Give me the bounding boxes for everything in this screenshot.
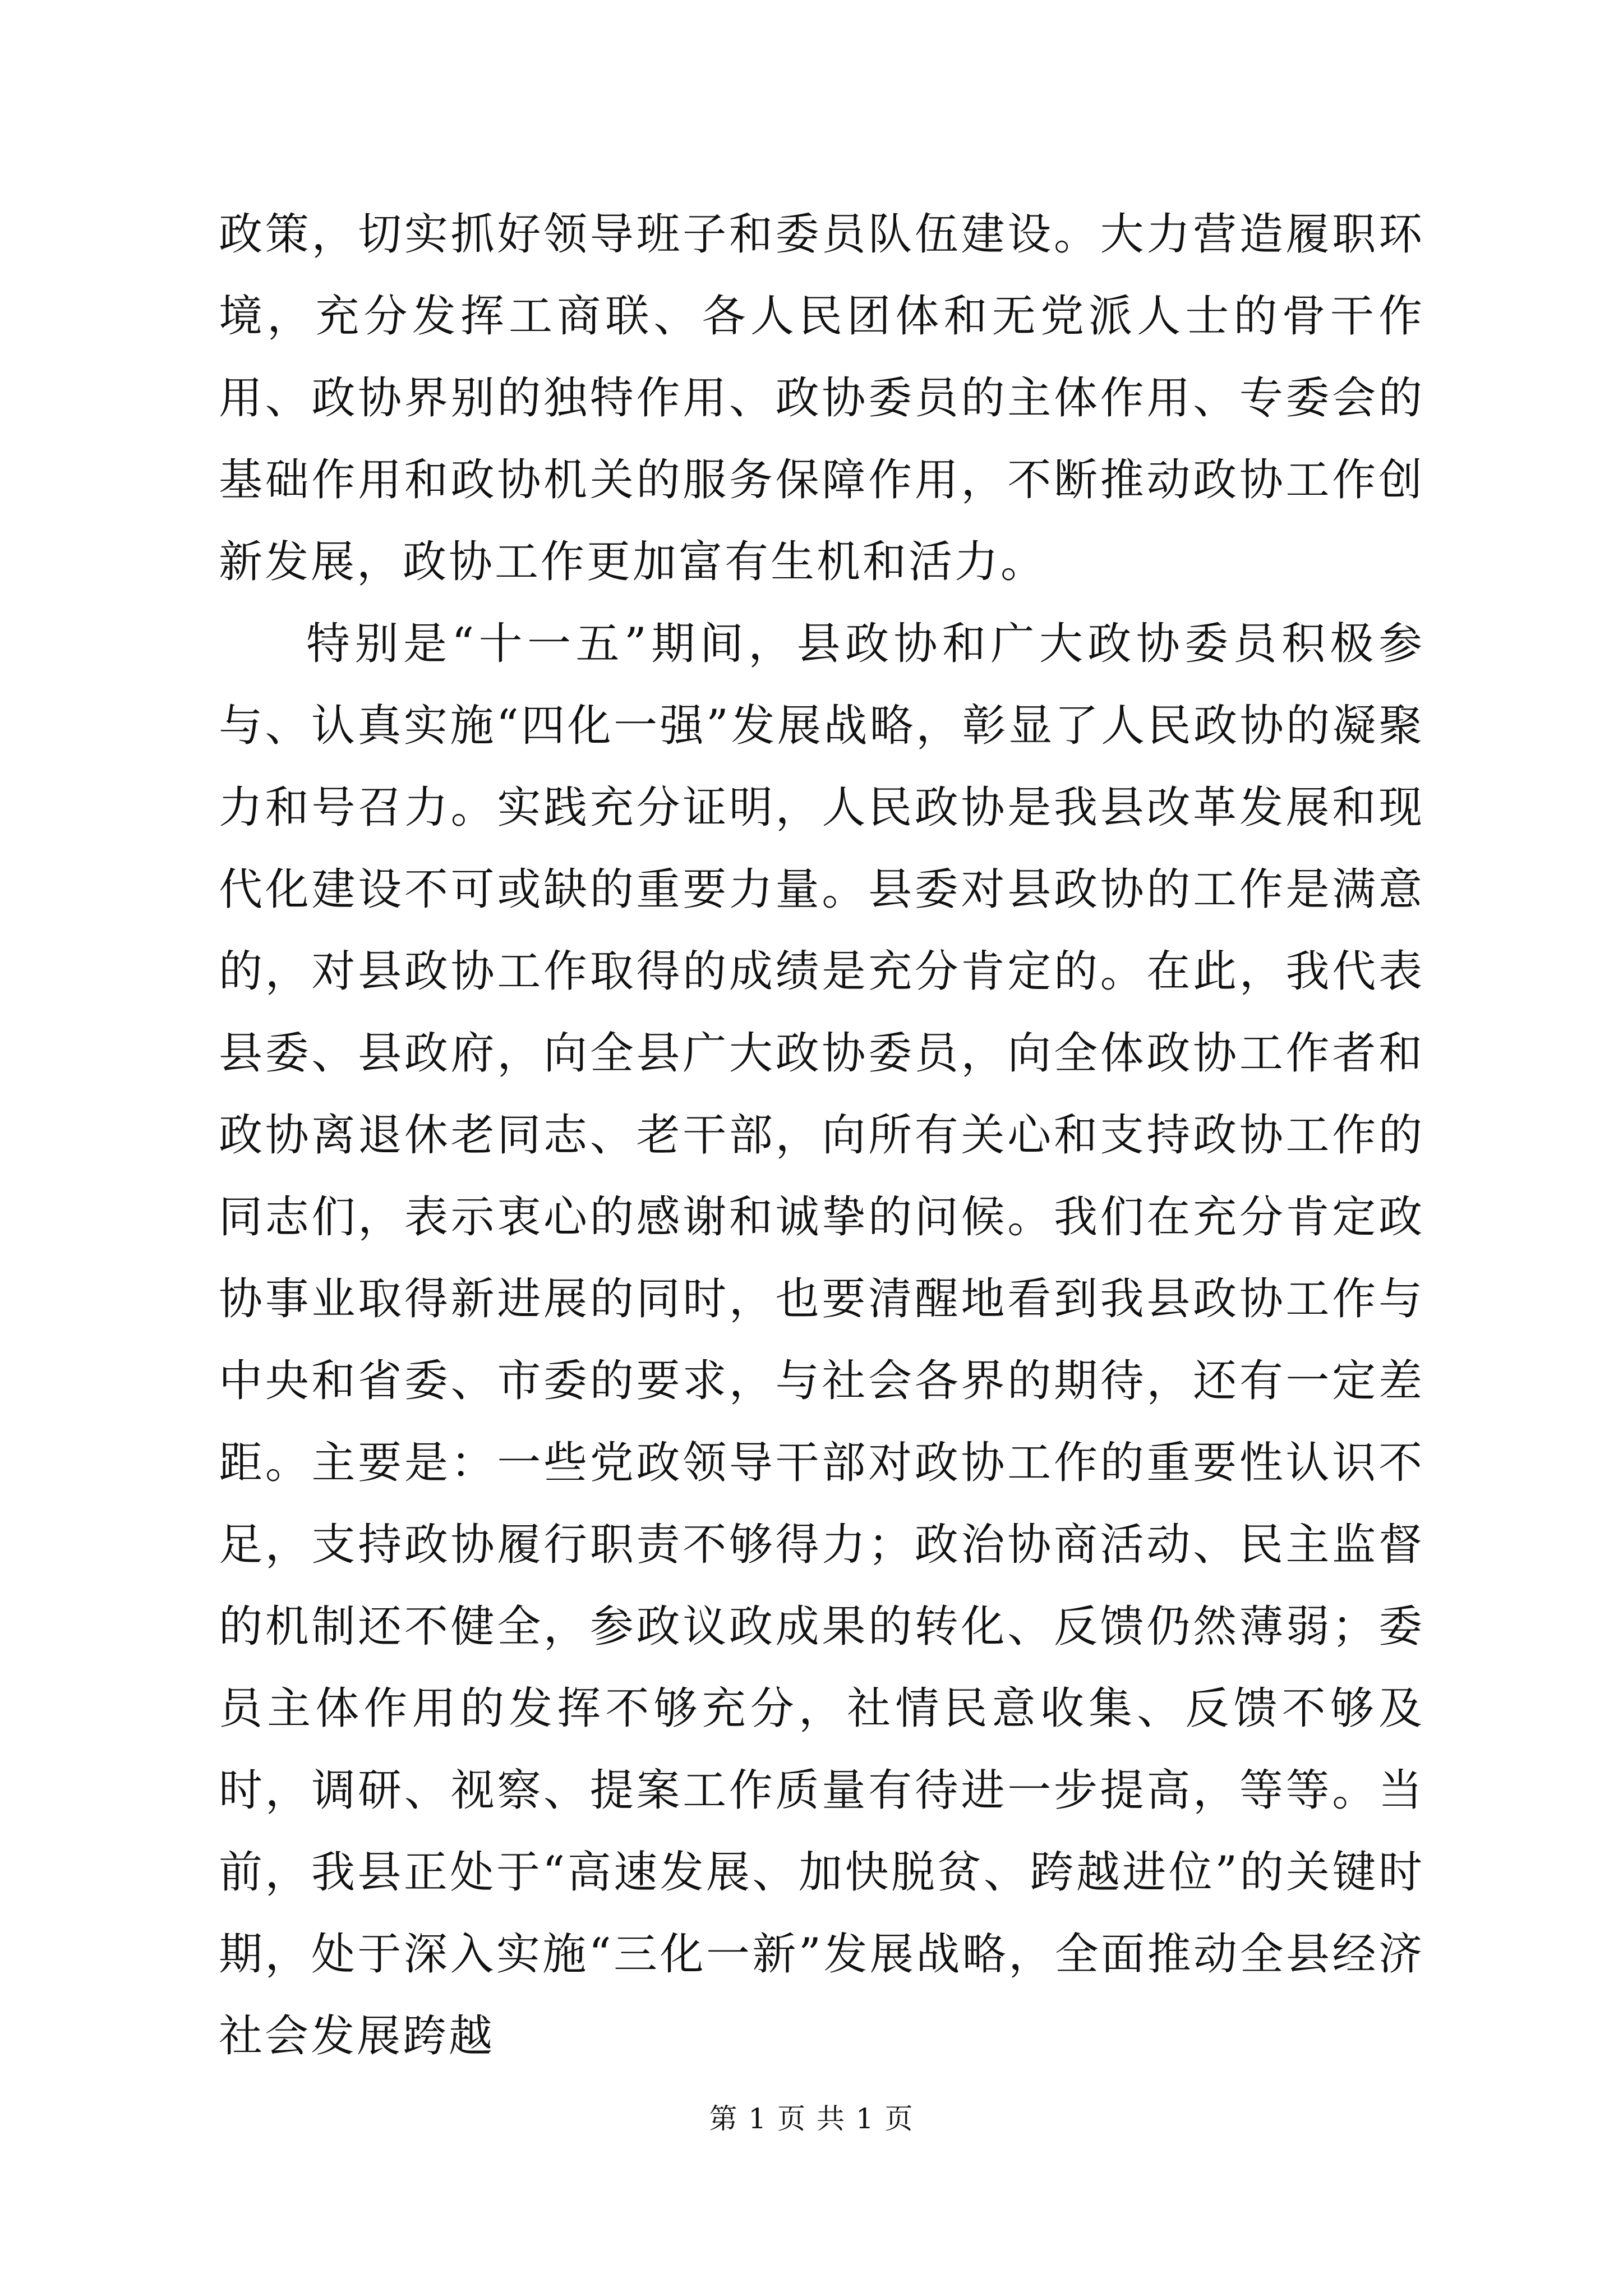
page-footer: 第 1 页 共 1 页 xyxy=(709,2102,914,2135)
paragraph-1: 政策，切实抓好领导班子和委员队伍建设。大力营造履职环境，充分发挥工商联、各人民团体和无党派人士的骨干作用、政协界别的独特作用、政协委员的主体作用、专委会的基础作用和政协机关的服务保障作用，不断推动政协工作创新发展，政协工作更加富有生机和活力。 xyxy=(219,209,1424,587)
paragraph-2: 特别是“十一五”期间，县政协和广大政协委员积极参与、认真实施“四化一强”发展战略，彰显了人民政协的凝聚力和号召力。实践充分证明，人民政协是我县改革发展和现代化建设不可或缺的重要力量。县委对县政协的工作是满意的，对县政协工作取得的成绩是充分肯定的。在此，我代表县委、县政府，向全县广大政协委员，向全体政协工作者和政协离退休老同志、老干部，向所有关心和支持政协工作的同志们，表示衷心的感谢和诚挚的问候。我们在充分肯定政协事业取得新进展的同时，也要清醒地看到我县政协工作与中央和省委、市委的要求，与社会各界的期待，还有一定差距。主要是：一些党政领导干部对政协工作的重要性认识不足，支持政协履行职责不够得力；政治协商活动、民主监督的机制还不健全，参政议政成果的转化、反馈仍然薄弱；委员主体作用的发挥不够充分，社情民意收集、反馈不够及时，调研、视察、提案工作质量有待进一步提高，等等。当前，我县正处于“高速发展、加快脱贫、跨越进位”的关键时期，处于深入实施“三化一新”发展战略，全面推动全县经济社会发展跨越 xyxy=(219,619,1424,2062)
body-text xyxy=(219,194,1424,2077)
